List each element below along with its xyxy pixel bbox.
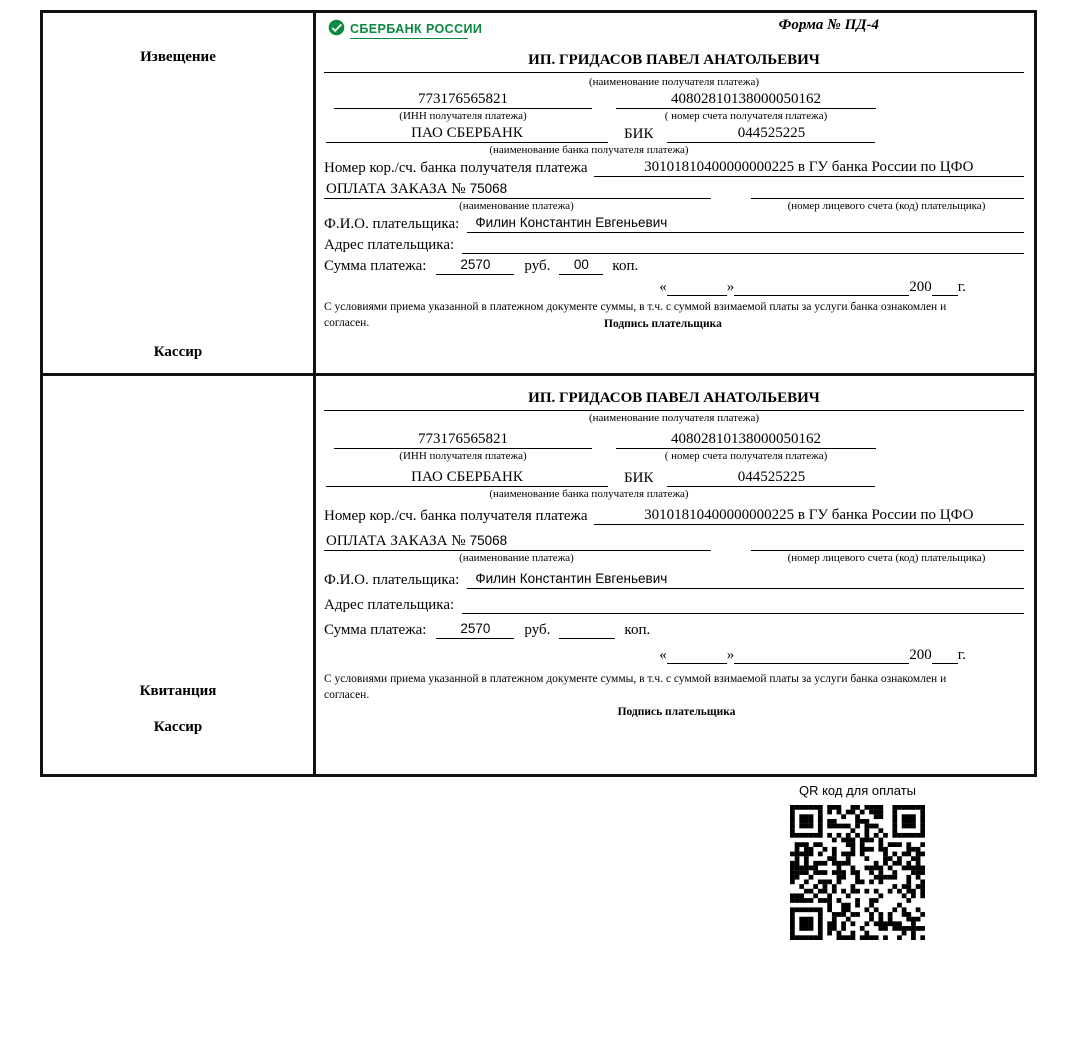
sberbank-icon	[328, 19, 345, 41]
bank-caption: (наименование банка получателя платежа)	[489, 144, 689, 156]
payer-address-row	[324, 596, 1024, 614]
sberbank-logo	[328, 19, 482, 41]
corr-account-row	[324, 159, 1024, 177]
payment-purpose-field	[324, 532, 711, 551]
corr-value: 30101810400000000225 в ГУ банка России по ЦФО	[594, 159, 1024, 177]
bank-caption: (наименование банка получателя платежа)	[489, 488, 689, 500]
quote-open: «	[659, 279, 667, 295]
inn-caption: (ИНН получателя платежа)	[399, 110, 527, 122]
signature-label: Подпись плательщика	[604, 318, 722, 331]
receipt-side-column	[43, 376, 316, 774]
date-year: 200	[909, 647, 932, 663]
inn-value: 773176565821	[334, 431, 592, 449]
inn-account-row	[324, 431, 1024, 449]
amount-label: Сумма платежа:	[324, 258, 427, 274]
account-value: 40802810138000050162	[616, 91, 876, 109]
payment-purpose-field	[324, 180, 711, 199]
corr-label: Номер кор./сч. банка получателя платежа	[324, 508, 588, 524]
notice-side-column	[43, 13, 316, 373]
bik-value: 044525225	[667, 125, 875, 143]
payer-name: Филин Константин Евгеньевич	[467, 571, 1024, 589]
kop-label: коп.	[612, 258, 639, 274]
qr-code	[790, 805, 925, 940]
date-row	[324, 646, 1024, 664]
inn-account-row	[324, 91, 1024, 109]
inn-caption: (ИНН получателя платежа)	[399, 450, 527, 462]
terms-block	[324, 671, 1024, 718]
date-year: 200	[909, 279, 932, 295]
terms-text: С условиями приема указанной в платежном документе суммы, в т.ч. с суммой взимаемой платы за услуги банка ознакомлен и согласен.	[324, 673, 947, 702]
bank-name: ПАО СБЕРБАНК	[326, 125, 608, 143]
date-month-field	[734, 646, 909, 664]
date-row	[324, 278, 1024, 296]
corr-label: Номер кор./сч. банка получателя платежа	[324, 160, 588, 176]
notice-header	[324, 17, 1024, 49]
account-caption: ( номер счета получателя платежа)	[664, 110, 828, 122]
form-number: Форма № ПД-4	[778, 17, 879, 33]
kop-label: коп.	[624, 622, 651, 638]
payer-name-row	[324, 215, 1024, 233]
bik-label: БИК	[624, 126, 654, 142]
date-year-suffix: г.	[957, 279, 966, 295]
sberbank-logo-rule	[350, 38, 468, 39]
date-year-suffix: г.	[957, 647, 966, 663]
corr-value: 30101810400000000225 в ГУ банка России по ЦФО	[594, 507, 1024, 525]
amount-row	[324, 621, 1024, 639]
terms-block	[324, 299, 1024, 331]
purpose-label: ОПЛАТА ЗАКАЗА №	[326, 533, 466, 549]
account-caption: ( номер счета получателя платежа)	[664, 450, 828, 462]
purpose-label: ОПЛАТА ЗАКАЗА №	[326, 181, 466, 197]
date-year-field	[932, 278, 958, 296]
payer-name: Филин Константин Евгеньевич	[467, 215, 1024, 233]
receipt-body	[316, 376, 1034, 774]
receipt-section	[43, 373, 1034, 774]
payer-address-field	[462, 236, 1024, 254]
address-label: Адрес плательщика:	[324, 237, 455, 253]
notice-section	[43, 13, 1034, 373]
purpose-value: 75068	[469, 533, 508, 548]
bank-name: ПАО СБЕРБАНК	[326, 469, 608, 487]
amount-kopecks	[559, 621, 615, 639]
payee-caption: (наименование получателя платежа)	[588, 76, 760, 88]
purpose-row	[324, 180, 1024, 199]
signature-label: Подпись плательщика	[617, 706, 736, 719]
personal-account-field	[751, 533, 1024, 551]
date-day-field	[667, 646, 727, 664]
personal-account-caption: (номер лицевого счета (код) плательщика)	[787, 200, 986, 212]
inn-value: 773176565821	[334, 91, 592, 109]
purpose-captions	[324, 200, 1024, 212]
inn-account-captions	[324, 110, 1024, 122]
notice-body	[316, 13, 1034, 373]
personal-account-field	[751, 181, 1024, 199]
bank-row	[324, 469, 1024, 487]
cashier-label: Кассир	[153, 344, 203, 360]
payer-label: Ф.И.О. плательщика:	[324, 572, 460, 588]
date-day-field	[667, 278, 727, 296]
rub-label: руб.	[524, 258, 551, 274]
purpose-caption: (наименование платежа)	[459, 552, 574, 564]
rub-label: руб.	[524, 622, 551, 638]
receipt-title: Квитанция	[139, 683, 217, 699]
qr-section	[789, 783, 926, 940]
payee-name: ИП. ГРИДАСОВ ПАВЕЛ АНАТОЛЬЕВИЧ	[324, 390, 1024, 411]
payee-caption: (наименование получателя платежа)	[588, 412, 760, 424]
amount-row	[324, 257, 1024, 275]
bik-label: БИК	[624, 470, 654, 486]
quote-open: «	[659, 647, 667, 663]
qr-caption: QR код для оплаты	[798, 783, 916, 798]
account-value: 40802810138000050162	[616, 431, 876, 449]
quote-close: »	[726, 279, 735, 295]
amount-kopecks: 00	[559, 257, 603, 275]
purpose-captions	[324, 552, 1024, 564]
bank-row	[324, 125, 1024, 143]
payee-name: ИП. ГРИДАСОВ ПАВЕЛ АНАТОЛЬЕВИЧ	[324, 52, 1024, 73]
terms-text: С условиями приема указанной в платежном документе суммы, в т.ч. с суммой взимаемой платы за услуги банка ознакомлен и согласен.	[324, 301, 947, 330]
date-year-field	[932, 646, 958, 664]
bik-value: 044525225	[667, 469, 875, 487]
purpose-row	[324, 532, 1024, 551]
payer-label: Ф.И.О. плательщика:	[324, 216, 460, 232]
amount-rubles: 2570	[436, 621, 514, 639]
date-month-field	[734, 278, 909, 296]
amount-rubles: 2570	[436, 257, 514, 275]
purpose-caption: (наименование платежа)	[459, 200, 574, 212]
inn-account-captions	[324, 450, 1024, 462]
payer-name-row	[324, 571, 1024, 589]
payer-address-row	[324, 236, 1024, 254]
corr-account-row	[324, 507, 1024, 525]
personal-account-caption: (номер лицевого счета (код) плательщика)	[787, 552, 986, 564]
sberbank-logo-text: СБЕРБАНК РОССИИ	[350, 21, 483, 36]
notice-title: Извещение	[140, 49, 216, 65]
cashier-label: Кассир	[153, 719, 203, 735]
purpose-value: 75068	[469, 181, 508, 196]
quote-close: »	[726, 647, 735, 663]
amount-label: Сумма платежа:	[324, 622, 427, 638]
payer-address-field	[462, 596, 1024, 614]
address-label: Адрес плательщика:	[324, 597, 455, 613]
pd4-form	[40, 10, 1037, 777]
